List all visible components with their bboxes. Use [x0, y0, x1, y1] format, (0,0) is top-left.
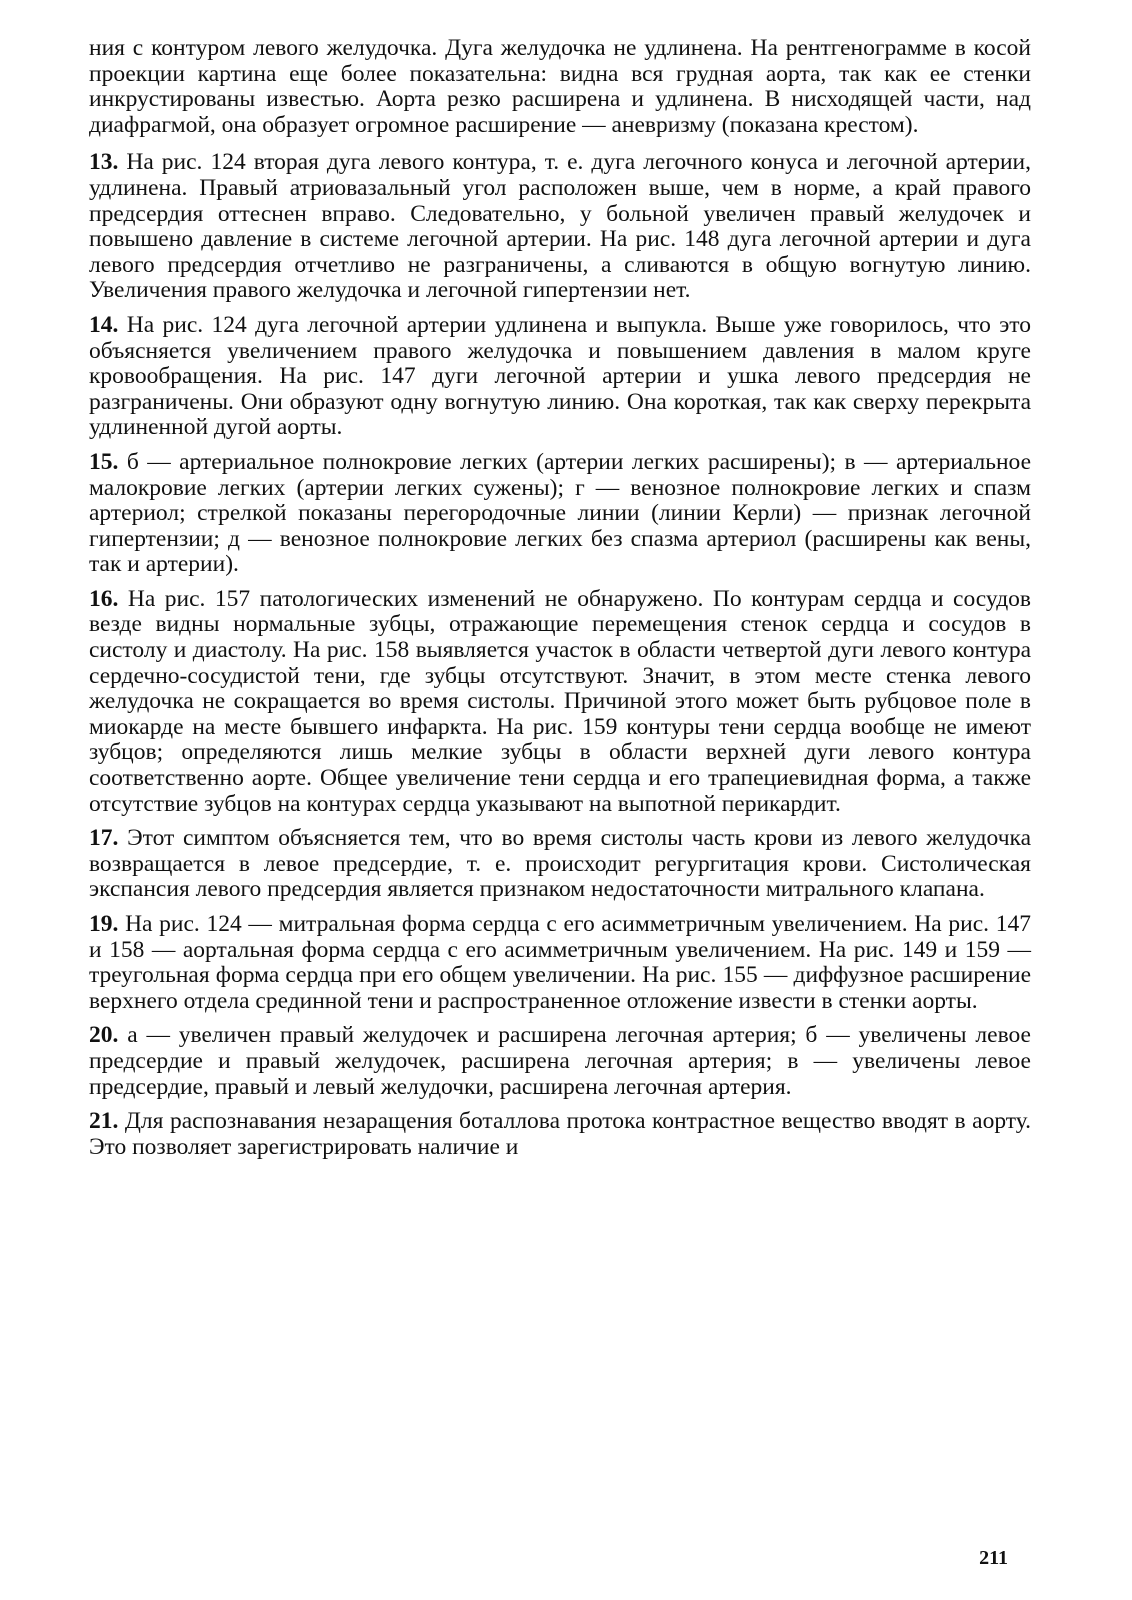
paragraph-text: а — увеличен правый желудочек и расширена легочная артерия; б — увеличены левое предсердие и правый желудочек, расширена легочная артерия; в — увеличены левое предсердие, правый и левый желудочки, расширена легочная артерия.	[89, 1022, 1031, 1100]
paragraph-continuation	[89, 36, 1031, 138]
answer-17	[89, 826, 1031, 903]
paragraph-text: На рис. 157 патологических изменений не обнаружено. По контурам сердца и сосудов везде видны нормальные зубцы, отражающие перемещения стенок сердца и сосудов в систолу и диастолу. На рис. 158 выявляется участок в области четвертой дуги левого контура сердечно-сосудистой тени, где зубцы отсутствуют. Значит, в этом месте стенка левого желудочка не сокращается во время систолы. Причиной этого может быть рубцовое поле в миокарде на месте бывшего инфаркта. На рис. 159 контуры тени сердца вообще не имеют зубцов; определяются лишь мелкие зубцы в области верхней дуги левого контура соответственно аорте. Общее увеличение тени сердца и его трапециевидная форма, а также отсутствие зубцов на контурах сердца указывают на выпотной перикардит.	[89, 585, 1031, 817]
answer-number: 17.	[89, 825, 119, 852]
answer-number: 15.	[89, 448, 119, 475]
answer-19	[89, 912, 1031, 1014]
page-body	[89, 36, 1031, 1169]
paragraph-text: Этот симптом объясняется тем, что во время систолы часть крови из левого желудочка возвращается в левое предсердие, т. е. происходит регургитация крови. Систолическая экспансия левого предсердия является признаком недостаточности митрального клапана.	[89, 825, 1032, 903]
paragraph-text: На рис. 124 — митральная форма сердца с его асимметричным увеличением. На рис. 147 и 158 — аортальная форма сердца с его асимметричным увеличением. На рис. 149 и 159 — треугольная форма сердца при его общем увеличении. На рис. 155 — диффузное расширение верхнего отдела срединной тени и распространенное отложение извести в стенки аорты.	[89, 911, 1031, 1014]
paragraph-text: Для распознавания незаращения боталлова протока контрастное вещество вводят в аорту. Это позволяет зарегистрировать наличие и	[89, 1108, 1031, 1160]
answer-number: 14.	[89, 311, 119, 338]
paragraph-text: На рис. 124 дуга легочной артерии удлинена и выпукла. Выше уже говорилось, что это объясняется увеличением правого желудочка и повышением давления в малом круге кровообращения. На рис. 147 дуги легочной артерии и ушка левого предсердия не разграничены. Они образуют одну вогнутую линию. Она короткая, так как сверху перекрыта удлиненной дугой аорты.	[89, 311, 1031, 441]
answer-number: 16.	[89, 585, 119, 612]
answer-number: 21.	[89, 1108, 119, 1135]
answer-21	[89, 1109, 1031, 1160]
paragraph-text: ния с контуром левого желудочка. Дуга желудочка не удлинена. На рентгенограмме в косой проекции картина еще более показательна: видна вся грудная аорта, так как ее стенки инкрустированы известью. Аорта резко расширена и удлинена. В нисходящей части, над диафрагмой, она образует огромное расширение — аневризму (показана крестом).	[89, 35, 1031, 138]
answer-number: 13.	[89, 149, 119, 176]
answer-16	[89, 587, 1031, 817]
paragraph-text: б — артериальное полнокровие легких (артерии легких расширены); в — артериальное малокровие легких (артерии легких сужены); г — венозное полнокровие легких и спазм артериол; стрелкой показаны перегородочные линии (линии Керли) — признак легочной гипертензии; д — венозное полнокровие легких без спазма артериол (расширены как вены, так и артерии).	[89, 448, 1032, 578]
paragraph-text: На рис. 124 вторая дуга левого контура, т. е. дуга легочного конуса и легочной артерии, удлинена. Правый атриовазальный угол расположен выше, чем в норме, а край правого предсердия оттеснен вправо. Следовательно, у больной увеличен правый желудочек и повышено давление в системе легочной артерии. На рис. 148 дуга легочной артерии и дуга левого предсердия отчетливо не разграничены, а сливаются в общую вогнутую линию. Увеличения правого желудочка и легочной гипертензии нет.	[89, 149, 1032, 304]
answer-15	[89, 450, 1031, 578]
answer-number: 19.	[89, 911, 119, 937]
answer-20	[89, 1023, 1031, 1100]
answer-14	[89, 313, 1031, 441]
page-number: 211	[979, 1547, 1008, 1569]
answer-number: 20.	[89, 1022, 119, 1049]
answer-13	[89, 150, 1031, 304]
